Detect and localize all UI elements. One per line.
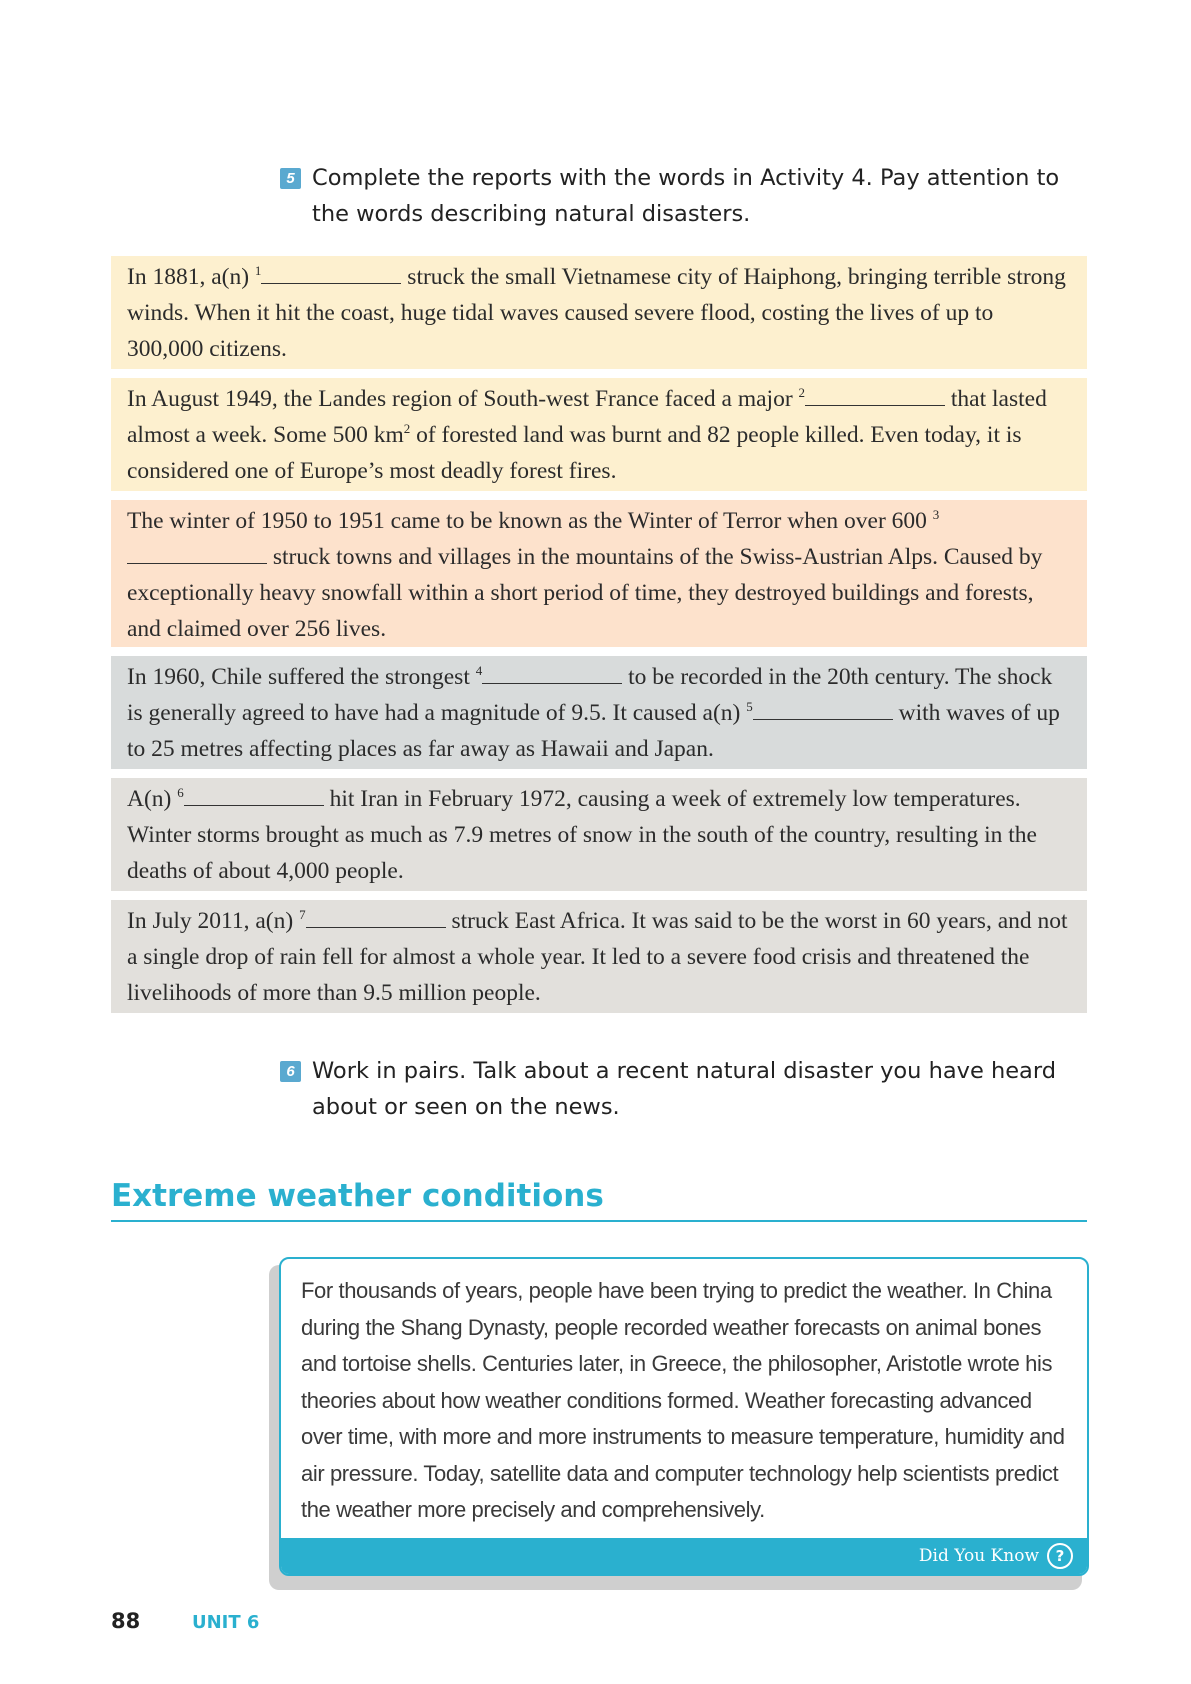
page-number: 88 <box>111 1609 141 1633</box>
blank-number: 5 <box>746 699 753 715</box>
question-mark-icon: ? <box>1047 1543 1073 1569</box>
did-you-know-footer <box>281 1538 1087 1574</box>
activity-number-badge: 6 <box>280 1061 301 1082</box>
blank-number: 7 <box>299 907 306 923</box>
report-1: In 1881, a(n) $^1$ struck the small Vietnamese city of Haiphong, bringing terrible strong winds. When it hit the coast, huge tidal waves caused severe flood, costing the lives of up to 300,000 citizens. <box>111 256 1087 369</box>
unit-label: UNIT 6 <box>192 1612 260 1633</box>
answer-blank[interactable] <box>127 541 267 564</box>
section-title: Extreme weather conditions <box>111 1178 1087 1222</box>
reports-list <box>111 256 1087 1022</box>
report-4: In 1960, Chile suffered the strongest $^4$ to be recorded in the 20th century. The shock is generally agreed to have had a magnitude of 9.5. It caused a(n) $^5$ with waves of up to 25 metres affecting places as far away as Hawaii and Japan. <box>111 656 1087 769</box>
blank-number: 4 <box>475 663 483 679</box>
superscript: 2 <box>403 421 411 437</box>
activity-6-instruction <box>280 1053 1100 1125</box>
activity-number-badge: 5 <box>280 168 301 189</box>
answer-blank[interactable] <box>482 661 622 684</box>
report-6: In July 2011, a(n) $^7$ struck East Africa. It was said to be the worst in 60 years, and not a single drop of rain fell for almost a whole year. It led to a severe food crisis and threatened the livelihoods of more than 9.5 million people. <box>111 900 1087 1013</box>
instruction-line: Complete the reports with the words in Activity 4. Pay attention to <box>312 165 1060 191</box>
report-2: In August 1949, the Landes region of South-west France faced a major $^2$ that lasted almost a week. Some 500 $km^2$ of forested land was burnt and 82 people killed. Even today, it is considered one of Europe’s most deadly forest fires. <box>111 378 1087 491</box>
did-you-know-label: Did You Know <box>918 1546 1039 1566</box>
answer-blank[interactable] <box>184 783 324 806</box>
did-you-know-text: For thousands of years, people have been trying to predict the weather. In China during the Shang Dynasty, people recorded weather forecasts on animal bones and tortoise shells. Centuries later, in Greece, the philosopher, Aristotle wrote his theories about how weather conditions formed. Weather forecasting advanced over time, with more and more instruments to measure temperature, humidity and air pressure. Today, satellite data and computer technology help scientists predict the weather more precisely and comprehensively. <box>301 1278 1065 1522</box>
blank-number: 6 <box>177 785 184 801</box>
answer-blank[interactable] <box>261 261 401 284</box>
activity-5-instruction <box>280 160 1100 232</box>
report-3: The winter of 1950 to 1951 came to be known as the Winter of Terror when over 600 $^3$ struck towns and villages in the mountains of the Swiss-Austrian Alps. Caused by exceptionally heavy snowfall within a short period of time, they destroyed buildings and forests, and claimed over 256 lives. <box>111 500 1087 647</box>
report-5: A(n) $^6$ hit Iran in February 1972, causing a week of extremely low temperatures. Winter storms brought as much as 7.9 metres of snow in the south of the country, resulting in the deaths of about 4,000 people. <box>111 778 1087 891</box>
instruction-line: Work in pairs. Talk about a recent natural disaster you have heard <box>312 1058 1056 1084</box>
instruction-line: about or seen on the news. <box>312 1094 620 1120</box>
did-you-know-box <box>279 1257 1089 1576</box>
blank-number: 3 <box>932 507 940 523</box>
answer-blank[interactable] <box>805 383 945 406</box>
instruction-line: the words describing natural disasters. <box>312 201 751 227</box>
blank-number: 1 <box>254 263 262 279</box>
blank-number: 2 <box>798 385 806 401</box>
answer-blank[interactable] <box>753 697 893 720</box>
answer-blank[interactable] <box>306 905 446 928</box>
